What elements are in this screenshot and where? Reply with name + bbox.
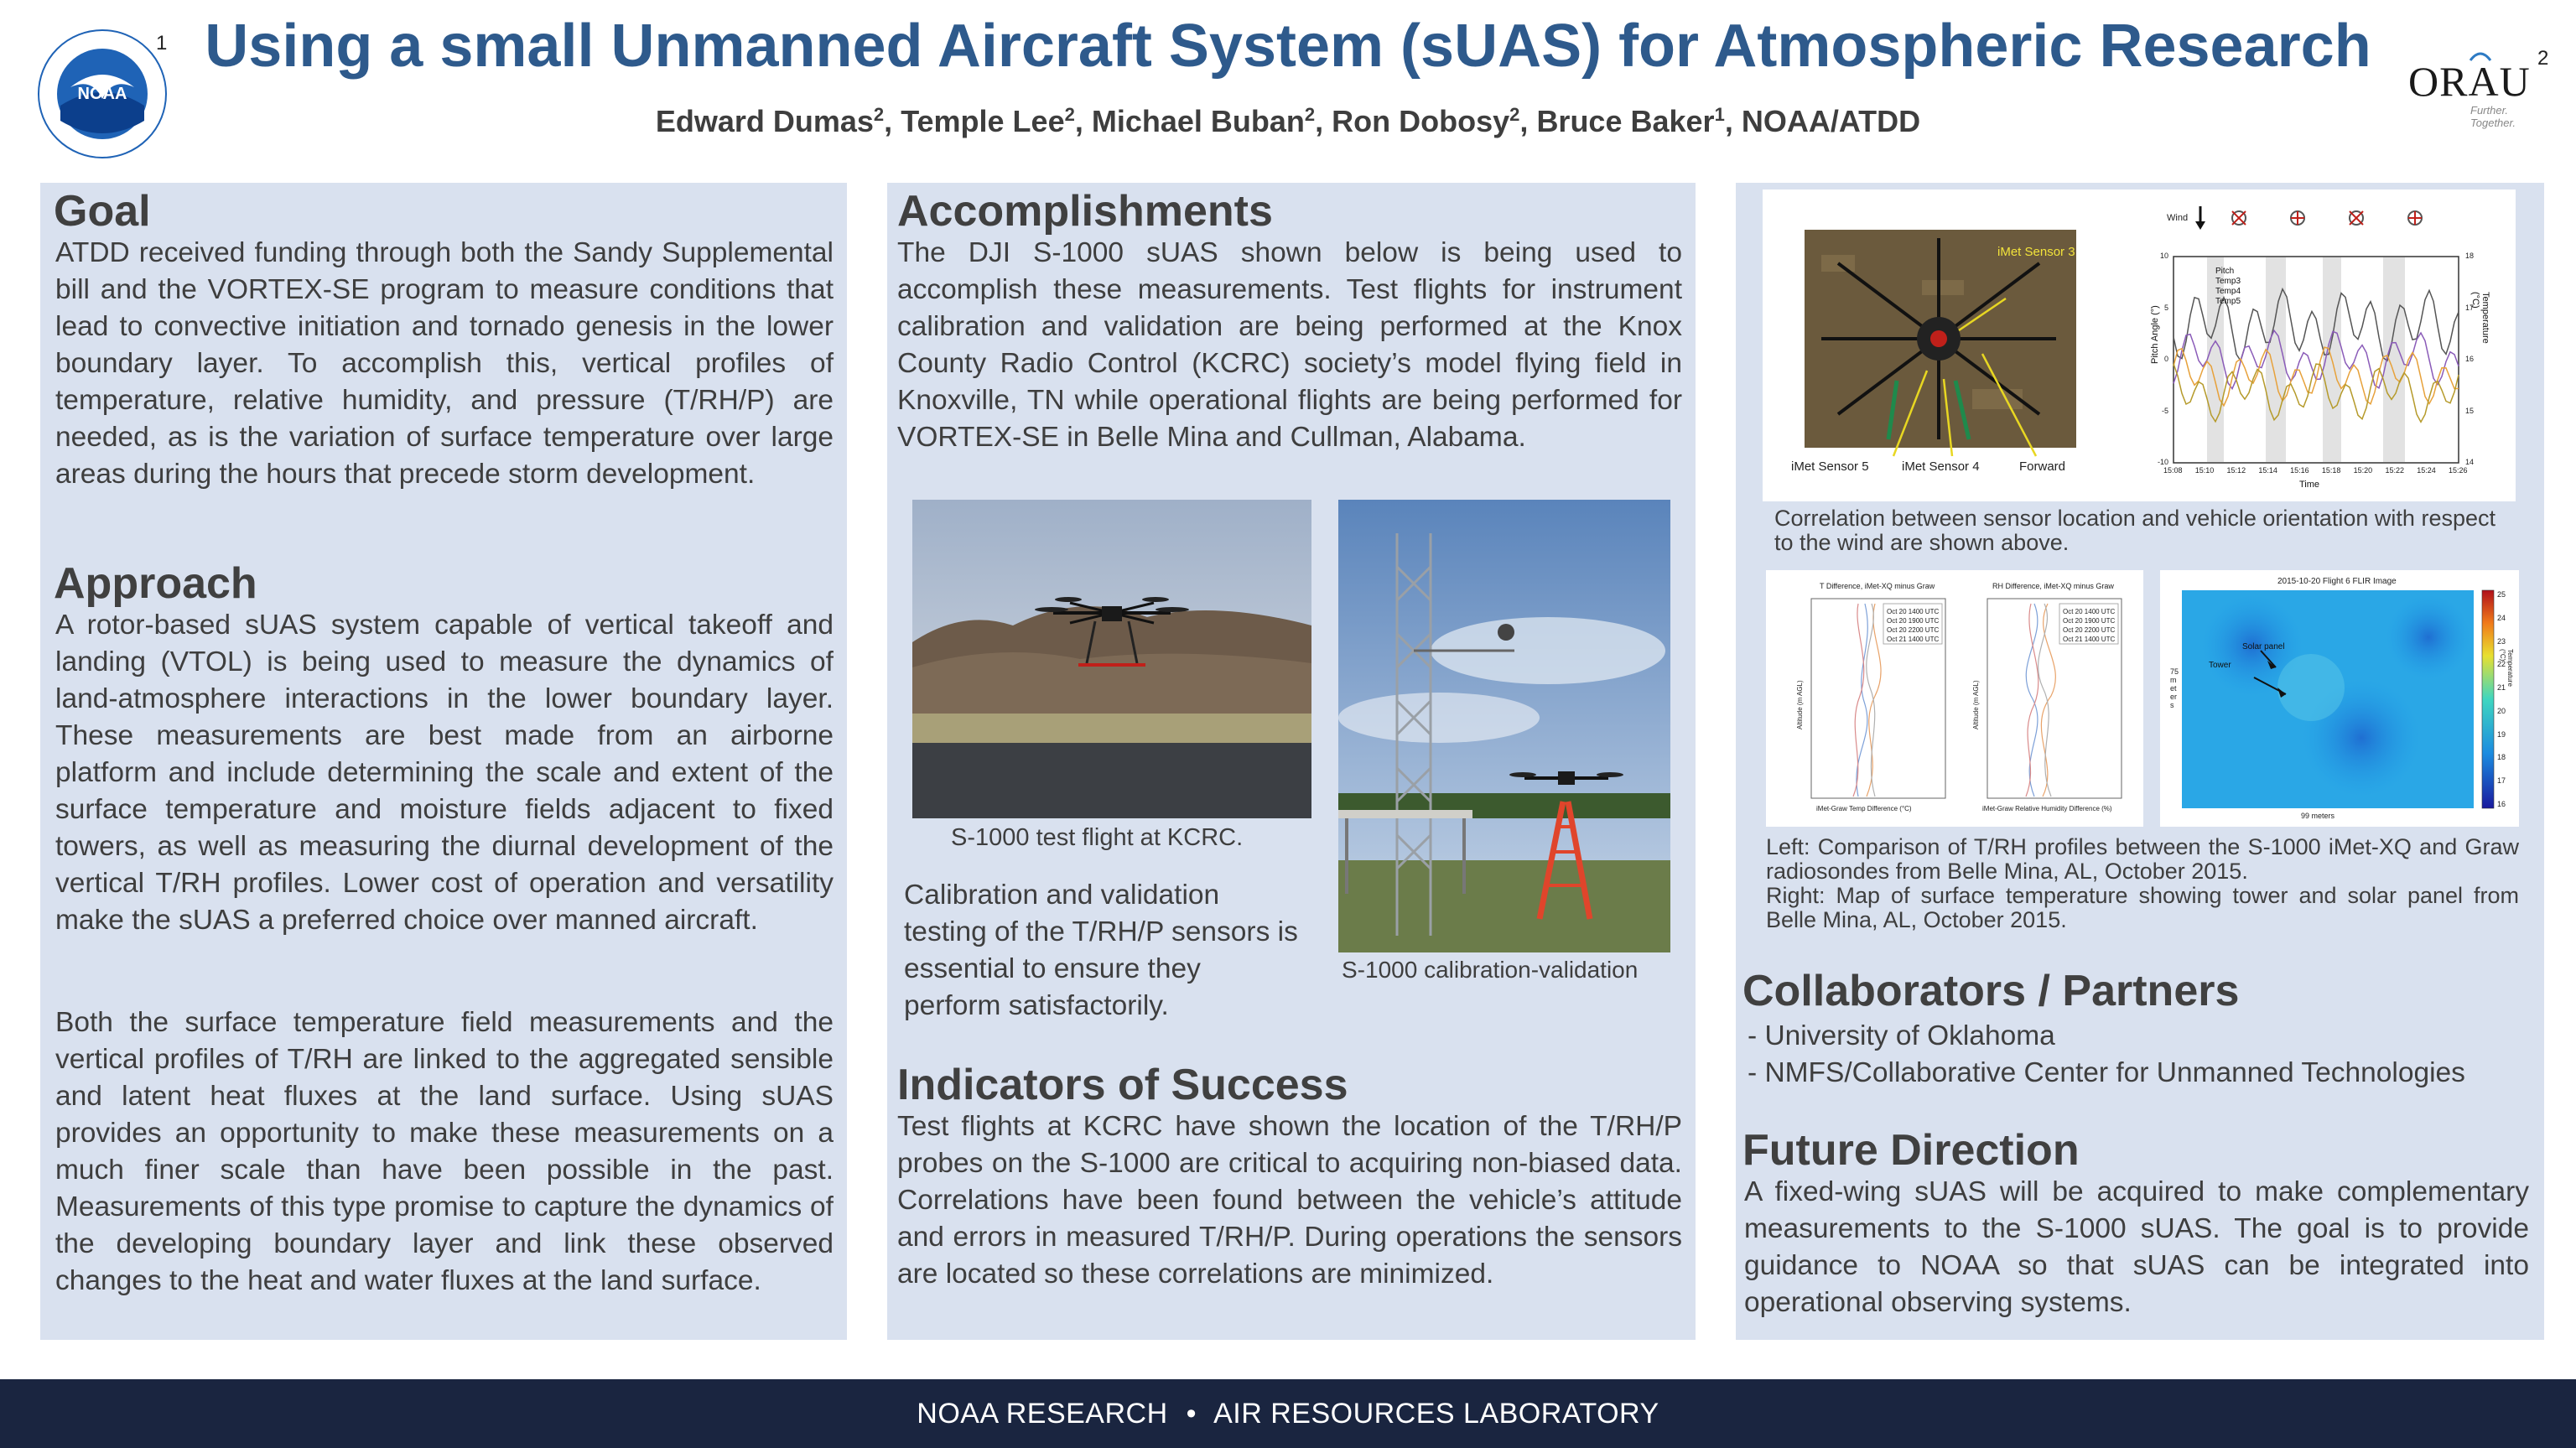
photo-calibration-caption: S-1000 calibration-validation xyxy=(1342,957,1639,983)
legend-item: Pitch xyxy=(2215,267,2235,276)
profile-t-legend xyxy=(1887,607,1939,644)
wind-label: Wind xyxy=(2167,213,2189,223)
cbar-tick-label: 25 xyxy=(2497,590,2506,599)
indicators-text: Test flights at KCRC have shown the location of the T/RH/P probes on the S-1000 are critical to acquiring non-biased data. Correlations have been found between the vehicle’s attitude and errors in measured T/RH/P. During operations the sensors are located so these correlations are minimized. xyxy=(897,1111,1682,1290)
y-tick-label-right: 18 xyxy=(2465,252,2475,260)
cbar-tick-label: 23 xyxy=(2497,636,2506,646)
cbar-tick-label: 16 xyxy=(2497,800,2506,808)
orientation-icon xyxy=(2291,211,2304,225)
author-aff: 2 xyxy=(1509,104,1520,125)
y-tick-label-right: 15 xyxy=(2465,406,2475,415)
legend-item: Oct 21 1400 UTC xyxy=(1887,636,1940,643)
x-tick-label: 15:16 xyxy=(2290,466,2309,475)
legend-item: Oct 20 1900 UTC xyxy=(2063,617,2116,625)
cbar-tick-label: 18 xyxy=(2497,753,2506,762)
collaborators-heading: Collaborators / Partners xyxy=(1742,967,2240,1015)
map-scale-x: 99 meters xyxy=(2301,812,2335,820)
label-sensor5: iMet Sensor 5 xyxy=(1791,459,1869,474)
chart-legend xyxy=(2215,267,2241,307)
figure-sensor-correlation xyxy=(1763,189,2516,501)
orau-logo xyxy=(2398,50,2549,143)
x-tick-label: 15:14 xyxy=(2258,466,2277,475)
author-sep: , xyxy=(1074,104,1092,138)
calibration-text: Calibration and validation testing of the T/RH/P sensors is essential to ensure they perform satisfactorily. xyxy=(904,880,1298,1021)
x-tick-label: 15:26 xyxy=(2449,466,2468,475)
orientation-icon xyxy=(2232,211,2246,225)
chart-yticks-right xyxy=(2464,252,2485,470)
profile-rh-title: RH Difference, iMet-XQ minus Graw xyxy=(1992,582,2114,590)
x-tick-label: 15:20 xyxy=(2353,466,2373,475)
x-tick-label: 15:24 xyxy=(2417,466,2436,475)
chart-pitch-temperature xyxy=(2106,200,2509,498)
figure-sensor-caption: Correlation between sensor location and vehicle orientation with respect to the wind are shown above. xyxy=(1774,506,2496,555)
author-name: Michael Buban xyxy=(1091,104,1305,138)
author-aff: 2 xyxy=(1064,104,1075,125)
y-tick-label-left: 5 xyxy=(2163,303,2168,312)
footer-left: NOAA RESEARCH xyxy=(917,1398,1168,1430)
legend-item: Oct 20 1400 UTC xyxy=(1887,608,1940,615)
footer-separator: • xyxy=(1186,1398,1197,1430)
orau-affiliation-sup: 2 xyxy=(2537,47,2549,70)
x-tick-label: 15:08 xyxy=(2163,466,2183,475)
profile-t-xlabel: iMet-Graw Temp Difference (°C) xyxy=(1816,805,1912,812)
chart-xticks xyxy=(2163,466,2468,478)
footer-right: AIR RESOURCES LABORATORY xyxy=(1213,1398,1659,1430)
legend-item: Oct 20 1400 UTC xyxy=(2063,608,2116,615)
x-tick-label: 15:12 xyxy=(2226,466,2246,475)
accomplishments-text: The DJI S-1000 sUAS shown below is being used to accomplish these measurements. Test flights for instrument calibration and validation are being performed at the Knox County Radio Control (KCRC) society’s model flying field in Knoxville, TN while operational flights are being performed for VORTEX-SE in Belle Mina and Cullman, Alabama. xyxy=(897,237,1682,453)
orau-logo-text: ORAU xyxy=(2408,58,2531,105)
flir-heatmap xyxy=(2160,570,2519,827)
column-goal-approach xyxy=(40,183,847,1340)
noaa-affiliation-sup: 1 xyxy=(156,32,168,54)
profile-t-ylabel: Altitude (m AGL) xyxy=(1796,680,1804,729)
x-tick-label: 15:18 xyxy=(2321,466,2341,475)
author-aff: 2 xyxy=(873,104,885,125)
author-sep: , xyxy=(884,104,901,138)
x-tick-label: 15:10 xyxy=(2194,466,2215,475)
chart-ylabel-right: Temperature (°C) xyxy=(2470,292,2490,344)
approach-text-1: A rotor-based sUAS system capable of vertical takeoff and landing (VTOL) is being used to measure the dynamics of land-atmosphere interactions in the lower boundary layer. These measurements are best made from an airborne platform and include determining the scale and extent of the surface temperature and moisture fields adjacent to fixed towers, as well as measuring the diurnal development of the vertical T/RH profiles. Lower cost of operation and versatility make the sUAS a preferred choice over manned aircraft. xyxy=(55,610,834,936)
legend-item: Temp3 xyxy=(2215,277,2241,286)
column-accomplishments xyxy=(887,183,1696,1340)
goal-heading: Goal xyxy=(54,187,151,236)
cbar-tick-label: 21 xyxy=(2497,683,2506,693)
map-solar-label: Solar panel xyxy=(2242,642,2285,651)
author-sep: , xyxy=(1519,104,1537,138)
map-cbar-label: Temperature (°C) xyxy=(2499,649,2514,687)
map-cbar-ticks xyxy=(2497,590,2514,808)
legend-item: Oct 20 2200 UTC xyxy=(1887,626,1940,634)
cbar-tick-label: 24 xyxy=(2497,613,2506,622)
accomplishments-heading: Accomplishments xyxy=(897,187,1273,236)
author-aff: 2 xyxy=(1304,104,1316,125)
photo-test-flight xyxy=(912,500,1311,818)
goal-text: ATDD received funding through both the Sandy Supplemental bill and the VORTEX-SE program to measure conditions that lead to convective initiation and tornado genesis in the lower boundary layer. To accomplish this, vertical profiles of temperature, relative humidity, and pressure (T/RH/P) are needed, as is the variation of surface temperature over large areas during the hours that precede storm development. xyxy=(55,237,834,490)
chart-yticks-left xyxy=(2148,252,2170,470)
author-aff: 1 xyxy=(1714,104,1725,125)
profile-rh-ylabel: Altitude (m AGL) xyxy=(1972,680,1980,729)
noaa-logo-text: NOAA xyxy=(77,85,127,103)
y-tick-label-left: 0 xyxy=(2163,355,2168,363)
cbar-tick-label: 19 xyxy=(2497,729,2506,739)
profile-rh-legend xyxy=(2063,607,2115,644)
author-name: Bruce Baker xyxy=(1536,104,1715,138)
y-tick-label-right: 16 xyxy=(2465,355,2475,363)
approach-heading: Approach xyxy=(54,559,257,608)
y-tick-label-right: 17 xyxy=(2465,303,2475,312)
author-name: Ron Dobosy xyxy=(1332,104,1510,138)
author-sep: , xyxy=(1315,104,1332,138)
author-name: Edward Dumas xyxy=(655,104,874,138)
author-name: Temple Lee xyxy=(901,104,1065,138)
y-tick-label-left: -10 xyxy=(2157,458,2168,466)
orau-arc-icon xyxy=(2469,50,2492,59)
map-tower-label: Tower xyxy=(2209,661,2231,670)
footer-text xyxy=(0,1398,2576,1430)
label-sensor4: iMet Sensor 4 xyxy=(1902,459,1980,474)
label-sensor3: iMet Sensor 3 xyxy=(1997,245,2075,259)
legend-item: Oct 21 1400 UTC xyxy=(2063,636,2116,643)
footer-bar xyxy=(0,1379,2576,1448)
figure-flir-map xyxy=(2160,570,2519,827)
legend-item: Temp4 xyxy=(2215,287,2241,296)
future-heading: Future Direction xyxy=(1742,1126,2080,1175)
author-institution: NOAA/ATDD xyxy=(1741,104,1921,138)
chart-xlabel: Time xyxy=(2299,480,2320,490)
chart-ylabel-left: Pitch Angle (°) xyxy=(2150,305,2160,364)
photo-calibration xyxy=(1338,500,1670,952)
collaborator-item: - NMFS/Collaborative Center for Unmanned Technologies xyxy=(1748,1057,2465,1088)
author-list xyxy=(0,104,2576,139)
orientation-icon xyxy=(2350,211,2363,225)
figure-profile-comparison xyxy=(1766,570,2143,827)
map-title: 2015-10-20 Flight 6 FLIR Image xyxy=(2277,577,2397,586)
future-text: A fixed-wing sUAS will be acquired to make complementary measurements to the S-1000 sUAS. The goal is to provide guidance to NOAA so that sUAS can be integrated into operational observing systems. xyxy=(1744,1176,2529,1318)
x-tick-label: 15:22 xyxy=(2385,466,2404,475)
profile-t-title: T Difference, iMet-XQ minus Graw xyxy=(1820,582,1935,590)
y-tick-label-right: 14 xyxy=(2465,458,2475,466)
y-tick-label-left: 10 xyxy=(2159,252,2168,260)
profile-rh-xlabel: iMet-Graw Relative Humidity Difference (%) xyxy=(1982,805,2112,812)
poster-title: Using a small Unmanned Aircraft System (sUAS) for Atmospheric Research xyxy=(205,13,2371,80)
cbar-tick-label: 17 xyxy=(2497,776,2506,786)
cbar-tick-label: 20 xyxy=(2497,706,2506,715)
cbar-tick-label: 22 xyxy=(2497,660,2506,669)
legend-item: Oct 20 1900 UTC xyxy=(1887,617,1940,625)
collaborator-item: - University of Oklahoma xyxy=(1748,1020,2055,1051)
map-scale-y: 75 meters xyxy=(2170,667,2179,709)
photo-test-flight-caption: S-1000 test flight at KCRC. xyxy=(951,824,1244,851)
label-forward: Forward xyxy=(2019,459,2066,474)
legend-item: Oct 20 2200 UTC xyxy=(2063,626,2116,634)
orau-tagline: Further. Together. xyxy=(2470,104,2516,129)
approach-text-2: Both the surface temperature field measurements and the vertical profiles of T/RH are linked to the aggregated sensible and latent heat fluxes at the land surface. Using sUAS provides an opportunity to make these measurements on a much finer scale than have been possible in the past. Measurements of this type promise to capture the dynamics of the developing boundary layer and link these observed changes to the heat and water fluxes at the land surface. xyxy=(55,1007,834,1296)
y-tick-label-left: -5 xyxy=(2161,406,2168,415)
figure-map-caption: Right: Map of surface temperature showing tower and solar panel from Belle Mina, AL, October 2015. xyxy=(1766,883,2519,932)
indicators-heading: Indicators of Success xyxy=(897,1061,1348,1109)
author-sep: , xyxy=(1724,104,1742,138)
column-results xyxy=(1736,183,2544,1340)
orientation-icon xyxy=(2408,211,2422,225)
legend-item: Temp5 xyxy=(2215,297,2241,306)
figure-profile-caption: Left: Comparison of T/RH profiles between the S-1000 iMet-XQ and Graw radiosondes from Belle Mina, AL, October 2015. xyxy=(1766,834,2519,884)
